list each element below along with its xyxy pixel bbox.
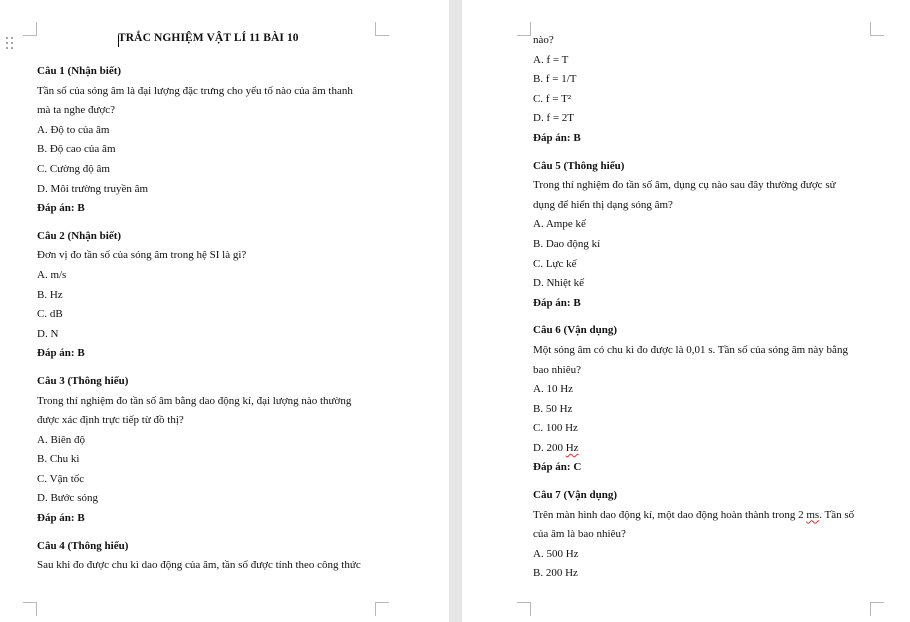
question-2-stem-line-1: Đơn vị đo tần số của sóng âm trong hệ SI là gì?: [37, 249, 247, 262]
question-3-answer: Đáp án: B: [37, 512, 85, 525]
document-page-right[interactable]: [462, 0, 910, 622]
question-4-option-c: C. f = T²: [533, 92, 572, 105]
margin-marker-bottom-left: [517, 602, 531, 616]
question-4-heading: Câu 4 (Thông hiểu): [37, 539, 129, 552]
question-1-heading: Câu 1 (Nhận biết): [37, 65, 122, 77]
question-7-stem-line-1: [533, 506, 878, 526]
question-7-stem-post: . Tần số: [819, 508, 855, 521]
question-5-option-b: B. Dao động kí: [533, 237, 601, 250]
margin-marker-bottom-right: [870, 602, 884, 616]
question-5-answer: Đáp án: B: [533, 296, 581, 309]
question-1-option-a: A. Độ to của âm: [37, 123, 110, 136]
question-2-answer: Đáp án: B: [37, 347, 85, 360]
question-1-stem-line-2: mà ta nghe được?: [37, 104, 116, 117]
margin-marker-top-right: [375, 22, 389, 36]
question-4-stem-line-2: nào?: [533, 34, 554, 46]
document-page-left[interactable]: [0, 0, 449, 622]
document-title[interactable]: TRẮC NGHIỆM VẬT LÍ 11 BÀI 10: [118, 32, 299, 44]
question-6-option-d: [533, 439, 878, 459]
page-right-content[interactable]: [533, 31, 878, 584]
question-6-answer: Đáp án: C: [533, 461, 582, 474]
question-3-option-c: C. Vận tốc: [37, 472, 85, 485]
question-5-option-a: A. Ampe kế: [533, 218, 586, 231]
question-7-option-b: B. 200 Hz: [533, 567, 578, 580]
question-5-stem-line-1: Trong thí nghiệm đo tần số âm, dụng cụ nào sau đây thường được sử: [533, 179, 836, 192]
question-7-stem-line-2: của âm là bao nhiêu?: [533, 528, 626, 541]
margin-marker-bottom-left: [23, 602, 37, 616]
question-1-answer: Đáp án: B: [37, 202, 85, 215]
question-3-option-a: A. Biên độ: [37, 433, 85, 446]
spellcheck-flag-ms[interactable]: ms: [806, 508, 820, 521]
question-6-option-d-prefix: D. 200: [533, 441, 566, 454]
question-3-option-b: B. Chu kì: [37, 453, 80, 466]
question-3-option-d: D. Bước sóng: [37, 492, 98, 505]
question-3-stem-line-2: được xác định trực tiếp từ đồ thị?: [37, 414, 184, 427]
question-6-option-c: C. 100 Hz: [533, 422, 578, 435]
question-7-stem-pre: Trên màn hình dao động kí, một dao động hoàn thành trong 2: [533, 508, 807, 521]
margin-marker-top-left: [23, 22, 37, 36]
margin-marker-top-left: [517, 22, 531, 36]
question-4-option-d: D. f = 2T: [533, 112, 575, 125]
drag-handle-icon[interactable]: [6, 37, 16, 51]
question-1-option-c: C. Cường độ âm: [37, 162, 110, 175]
question-1-stem-line-1: Tần số của sóng âm là đại lượng đặc trưng cho yếu tố nào của âm thanh: [37, 84, 353, 97]
spellcheck-flag-hz[interactable]: Hz: [565, 441, 579, 454]
question-2-option-a: A. m/s: [37, 268, 67, 281]
question-7-heading: Câu 7 (Vận dụng): [533, 489, 618, 502]
question-5-heading: Câu 5 (Thông hiểu): [533, 159, 625, 172]
question-3-heading: Câu 3 (Thông hiểu): [37, 374, 129, 387]
question-5-option-d: D. Nhiệt kế: [533, 277, 585, 290]
question-2-heading: Câu 2 (Nhận biết): [37, 229, 122, 242]
question-3-stem-line-1: Trong thí nghiệm đo tần số âm bằng dao động kí, đại lượng nào thường: [37, 394, 352, 407]
question-2-option-d: D. N: [37, 327, 59, 340]
question-6-stem-line-2: bao nhiêu?: [533, 363, 581, 376]
question-1-option-d: D. Môi trường truyền âm: [37, 182, 149, 195]
question-6-heading: Câu 6 (Vận dụng): [533, 324, 618, 337]
question-4-answer: Đáp án: B: [533, 131, 581, 144]
question-5-stem-line-2: dụng để hiển thị dạng sóng âm?: [533, 198, 673, 211]
question-6-stem-line-1: Một sóng âm có chu kì đo được là 0,01 s. Tần số của sóng âm này bằng: [533, 343, 848, 356]
question-6-option-b: B. 50 Hz: [533, 402, 573, 415]
page-gutter: [449, 0, 462, 622]
question-7-option-a: A. 500 Hz: [533, 547, 579, 560]
page-left-content[interactable]: [37, 62, 387, 576]
question-4-stem-line-1: Sau khi đo được chu kì dao động của âm, tần số được tính theo công thức: [37, 559, 361, 572]
question-5-option-c: C. Lực kế: [533, 257, 577, 270]
question-2-option-b: B. Hz: [37, 288, 63, 301]
margin-marker-bottom-right: [375, 602, 389, 616]
question-4-option-a: A. f = T: [533, 53, 569, 66]
question-1-option-b: B. Độ cao của âm: [37, 143, 116, 156]
question-2-option-c: C. dB: [37, 308, 63, 321]
question-6-option-a: A. 10 Hz: [533, 383, 574, 396]
question-4-option-b: B. f = 1/T: [533, 73, 577, 86]
